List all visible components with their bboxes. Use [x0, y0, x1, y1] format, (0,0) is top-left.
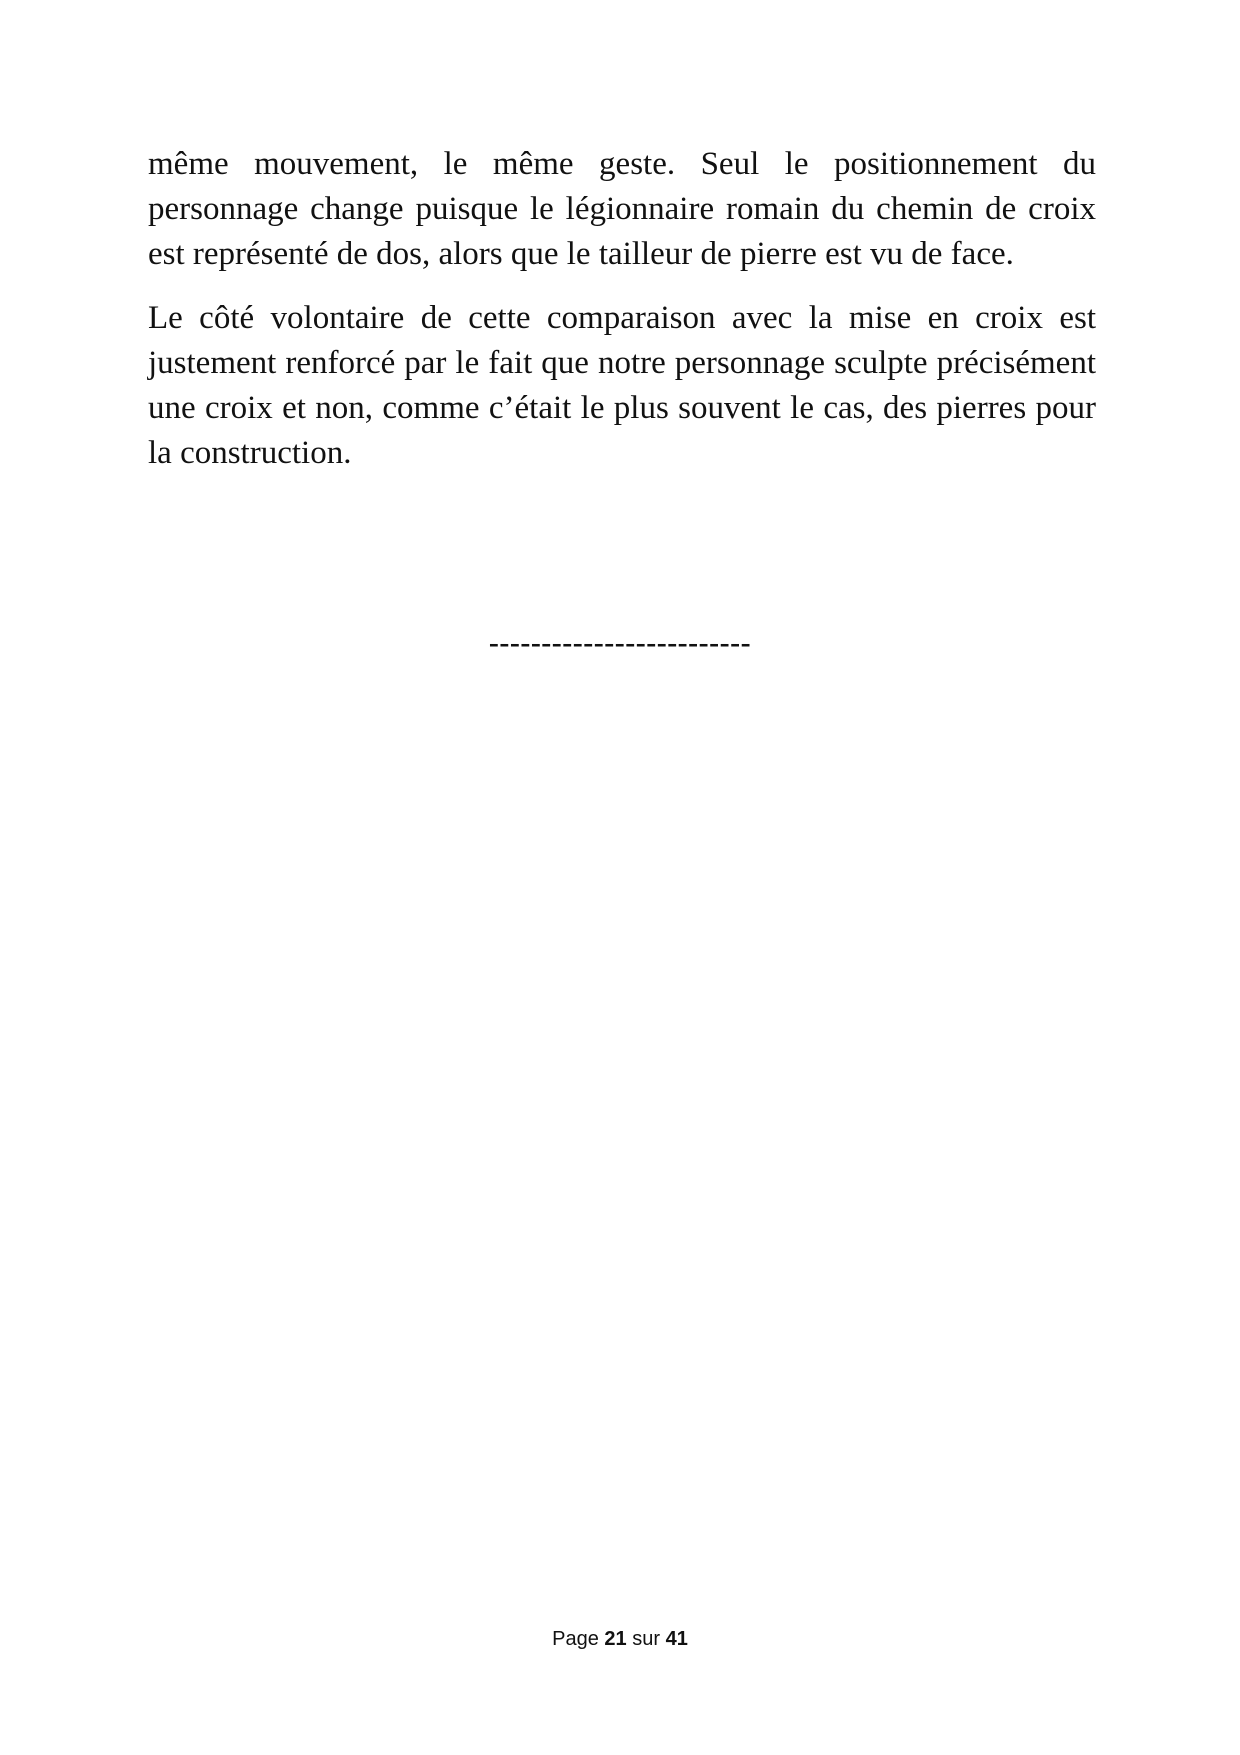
- footer-total-pages: 41: [665, 1628, 688, 1650]
- footer-sur-label: sur: [632, 1628, 661, 1650]
- section-separator: -------------------------: [488, 626, 752, 659]
- footer-page-label: Page: [552, 1628, 599, 1650]
- paragraph-1: même mouvement, le même geste. Seul le positionnement du personnage change puisque le légionnaire romain du chemin de croix est représenté de dos, alors que le tailleur de pierre est vu de face.: [148, 146, 1096, 272]
- footer-current-page: 21: [604, 1628, 627, 1650]
- body-text: [148, 142, 1096, 495]
- page-footer: [0, 1628, 1240, 1651]
- paragraph-2: Le côté volontaire de cette comparaison avec la mise en croix est justement renforcé par le fait que notre personnage sculpte précisément une croix et non, comme c’était le plus souvent le cas, des pierres pour la construction.: [148, 300, 1096, 471]
